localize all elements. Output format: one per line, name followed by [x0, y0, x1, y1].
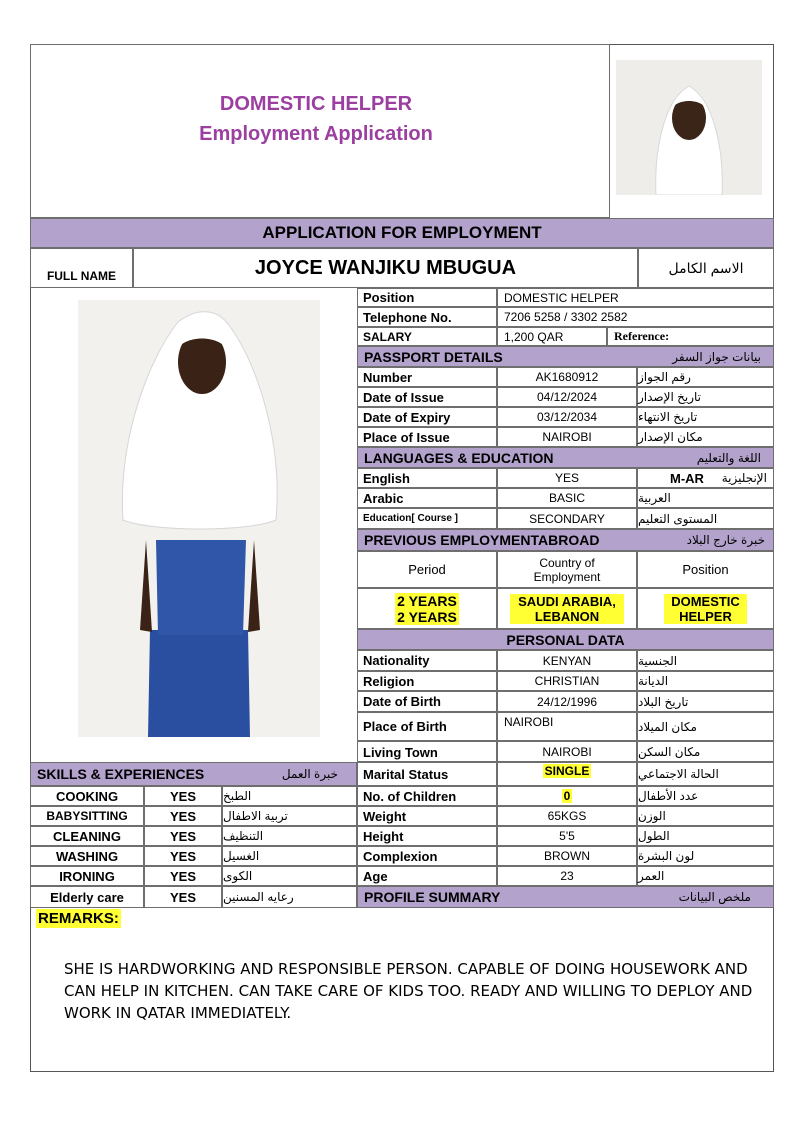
- skill-ironing-value: YES: [144, 866, 222, 886]
- skill-washing-value: YES: [144, 846, 222, 866]
- english-label: English: [357, 468, 497, 488]
- children-value: 0: [563, 789, 571, 803]
- country-column-header: Country of Employment: [497, 551, 637, 588]
- arabic-arabic: العربية: [637, 488, 774, 508]
- age-arabic: العمر: [637, 866, 774, 886]
- languages-title-arabic: اللغة والتعليم: [696, 450, 761, 465]
- skill-ironing-label: IRONING: [30, 866, 144, 886]
- position-value: DOMESTIC HELPER: [497, 288, 774, 307]
- passport-place-value: NAIROBI: [497, 427, 637, 447]
- previous-title-arabic: خبرة خارج البلاد: [686, 533, 765, 547]
- banner-text: APPLICATION FOR EMPLOYMENT: [262, 223, 542, 242]
- skill-babysitting-arabic: تربية الاطفال: [222, 806, 357, 826]
- skill-babysitting-value: YES: [144, 806, 222, 826]
- living-town-label: Living Town: [357, 741, 497, 762]
- telephone-value: 7206 5258 / 3302 2582: [497, 307, 774, 327]
- passport-title: PASSPORT DETAILS: [364, 348, 503, 365]
- dob-value: 24/12/1996: [497, 691, 637, 712]
- remarks-text: SHE IS HARDWORKING AND RESPONSIBLE PERSON. CAPABLE OF DOING HOUSEWORK AND CAN HELP IN KITCHEN. CAN TAKE CARE OF KIDS TOO. READY AND WILLING TO DEPLOY AND WORK IN QATAR IMMEDIATELY.: [64, 960, 753, 1022]
- period-column-header: Period: [357, 551, 497, 588]
- skill-cleaning-arabic: التنظيف: [222, 826, 357, 846]
- languages-section-header: [357, 447, 774, 468]
- skill-elderly-value: YES: [144, 886, 222, 908]
- passport-number-value: AK1680912: [497, 367, 637, 387]
- religion-arabic: الديانة: [637, 671, 774, 691]
- salary-label: SALARY: [357, 327, 497, 346]
- full-name-arabic-cell: [638, 248, 774, 288]
- dob-arabic: تاريخ البلاد: [637, 691, 774, 712]
- arabic-value: BASIC: [497, 488, 637, 508]
- passport-issue-label: Date of Issue: [357, 387, 497, 407]
- passport-title-arabic: بيانات جواز السفر: [672, 349, 761, 364]
- previous-employment-header: [357, 529, 774, 551]
- passport-place-label: Place of Issue: [357, 427, 497, 447]
- english-arabic: [637, 468, 774, 488]
- passport-expiry-label: Date of Expiry: [357, 407, 497, 427]
- weight-value: 65KGS: [497, 806, 637, 826]
- full-name-arabic: الاسم الكامل: [668, 259, 744, 276]
- remarks-label: REMARKS:: [38, 910, 119, 927]
- period-1: 2 YEARS: [397, 592, 457, 609]
- skill-cooking-arabic: الطبخ: [222, 786, 357, 806]
- height-value: 5'5: [497, 826, 637, 846]
- position-label: Position: [357, 288, 497, 307]
- passport-expiry-value: 03/12/2034: [497, 407, 637, 427]
- living-town-value: NAIROBI: [497, 741, 637, 762]
- languages-title: LANGUAGES & EDUCATION: [364, 449, 554, 466]
- position-cell: [637, 588, 774, 629]
- complexion-label: Complexion: [357, 846, 497, 866]
- remarks-label-wrap: [36, 910, 121, 927]
- passport-issue-arabic: تاريخ الإصدار: [637, 387, 774, 407]
- age-label: Age: [357, 866, 497, 886]
- full-name-label-cell: [30, 248, 133, 288]
- education-value: SECONDARY: [497, 508, 637, 529]
- living-town-arabic: مكان السكن: [637, 741, 774, 762]
- passport-number-arabic: رقم الجواز: [637, 367, 774, 387]
- arabic-label: Arabic: [357, 488, 497, 508]
- education-arabic: المستوى التعليم: [637, 508, 774, 529]
- applicant-photo-small: [616, 60, 762, 195]
- personal-data-header: [357, 629, 774, 650]
- skill-cleaning-label: CLEANING: [30, 826, 144, 846]
- children-cell: [497, 786, 637, 806]
- children-arabic: عدد الأطفال: [637, 786, 774, 806]
- position-value-previous: DOMESTIC HELPER: [664, 594, 747, 624]
- full-name-value-cell: [133, 248, 638, 288]
- passport-number-label: Number: [357, 367, 497, 387]
- profile-summary-label: PROFILE SUMMARY: [364, 889, 501, 905]
- pob-label: Place of Birth: [357, 712, 497, 741]
- nationality-arabic: الجنسية: [637, 650, 774, 671]
- country-cell: [497, 588, 637, 629]
- height-label: Height: [357, 826, 497, 846]
- english-value: YES: [497, 468, 637, 488]
- passport-place-arabic: مكان الإصدار: [637, 427, 774, 447]
- skill-ironing-arabic: الكوى: [222, 866, 357, 886]
- full-name-label: FULL NAME: [46, 269, 117, 283]
- religion-label: Religion: [357, 671, 497, 691]
- skill-washing-arabic: الغسيل: [222, 846, 357, 866]
- reference-label: Reference:: [607, 327, 774, 346]
- salary-value: 1,200 QAR: [497, 327, 607, 346]
- complexion-value: BROWN: [497, 846, 637, 866]
- complexion-arabic: لون البشرة: [637, 846, 774, 866]
- full-name-value: JOYCE WANJIKU MBUGUA: [254, 256, 517, 279]
- skills-title: SKILLS & EXPERIENCES: [37, 766, 205, 782]
- skill-cooking-value: YES: [144, 786, 222, 806]
- pob-value: NAIROBI: [497, 712, 637, 741]
- applicant-photo-full: [78, 300, 320, 737]
- application-banner: [30, 218, 774, 248]
- height-arabic: الطول: [637, 826, 774, 846]
- age-value: 23: [497, 866, 637, 886]
- skill-cleaning-value: YES: [144, 826, 222, 846]
- telephone-label: Telephone No.: [357, 307, 497, 327]
- period-cell: [357, 588, 497, 629]
- nationality-label: Nationality: [357, 650, 497, 671]
- position-column-header: Position: [637, 551, 774, 588]
- skills-title-arabic: خبرة العمل: [281, 767, 338, 781]
- personal-title: PERSONAL DATA: [506, 631, 625, 648]
- passport-issue-value: 04/12/2024: [497, 387, 637, 407]
- skill-elderly-label: Elderly care: [30, 886, 144, 908]
- country-value: SAUDI ARABIA, LEBANON: [510, 594, 624, 624]
- skills-section-header: [30, 762, 357, 786]
- title-line-2: Employment Application: [199, 123, 433, 145]
- skill-washing-label: WASHING: [30, 846, 144, 866]
- marital-status-cell: [497, 762, 637, 786]
- nationality-value: KENYAN: [497, 650, 637, 671]
- religion-value: CHRISTIAN: [497, 671, 637, 691]
- marital-status-label: Marital Status: [357, 762, 497, 786]
- marital-status-value: SINGLE: [544, 764, 590, 778]
- children-label: No. of Children: [357, 786, 497, 806]
- education-label: Education[ Course ]: [357, 508, 497, 529]
- english-extra: M-AR: [670, 470, 704, 486]
- header-block: [30, 44, 610, 218]
- profile-summary-arabic: ملخص البيانات: [678, 890, 751, 904]
- weight-label: Weight: [357, 806, 497, 826]
- dob-label: Date of Birth: [357, 691, 497, 712]
- weight-arabic: الوزن: [637, 806, 774, 826]
- english-arabic-text: الإنجليزية: [721, 471, 767, 485]
- skill-babysitting-label: BABYSITTING: [30, 806, 144, 826]
- passport-expiry-arabic: تاريخ الانتهاء: [637, 407, 774, 427]
- skill-cooking-label: COOKING: [30, 786, 144, 806]
- skill-elderly-arabic: رعايه المسنين: [222, 886, 357, 908]
- passport-section-header: [357, 346, 774, 367]
- pob-arabic: مكان الميلاد: [637, 712, 774, 741]
- title-line-1: DOMESTIC HELPER: [219, 93, 413, 115]
- previous-title: PREVIOUS EMPLOYMENTABROAD: [364, 532, 600, 548]
- profile-summary-header: [357, 886, 774, 908]
- period-2: 2 YEARS: [397, 608, 457, 625]
- marital-status-arabic: الحالة الاجتماعي: [637, 762, 774, 786]
